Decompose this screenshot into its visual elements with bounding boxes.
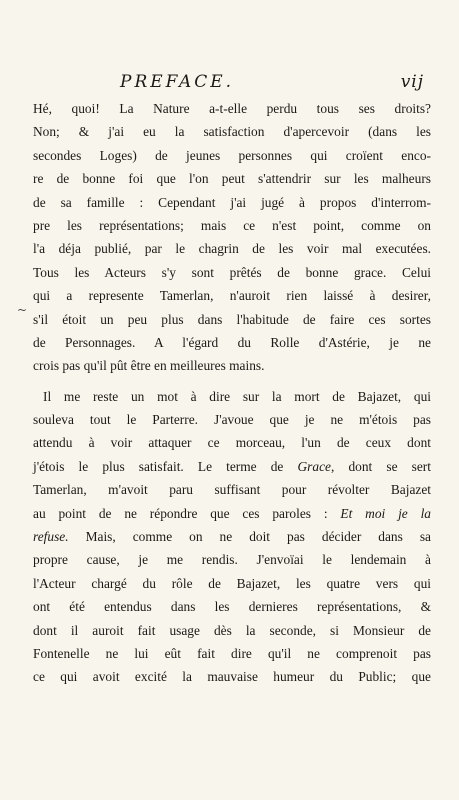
text-line: ce qui avoit excité la mauvaise humeur du Public; que	[33, 669, 431, 685]
text-line	[33, 455, 431, 478]
text-line: re de bonne foi que l'on peut s'attendrir sur les malheurs	[33, 171, 431, 187]
margin-mark: ~	[17, 303, 28, 317]
text-line: pre les représentations; mais ce n'est point, comme on	[33, 217, 431, 233]
italic-phrase: Et moi je la	[340, 505, 431, 521]
text-line: dont il auroit fait usage dès la seconde, si Monsieur de	[33, 622, 431, 638]
text-segment: Mais, comme on ne doit pas décider dans sa	[85, 529, 431, 545]
text-line: Fontenelle ne lui eût fait dire qu'il ne comprenoit pas	[33, 645, 431, 661]
text-line: l'a déja publié, par le chagrin de les voir mal executées.	[33, 241, 431, 257]
text-line: attendu à voir attaquer ce morceau, l'un de ceux dont	[33, 435, 431, 451]
text-segment: j'étois le plus satisfait. Le terme de	[33, 458, 284, 474]
running-head-title: PREFACE.	[120, 72, 235, 92]
italic-word: refuse.	[33, 529, 69, 545]
text-segment: au point de ne répondre que ces paroles :	[33, 505, 328, 521]
text-line: Hé, quoi! La Nature a-t-elle perdu tous ses droits?	[33, 101, 431, 116]
text-line: s'il étoit un peu plus dans l'habitude de faire ces sortes	[33, 311, 431, 327]
text-line: Tamerlan, m'avoit paru suffisant pour révolter Bajazet	[33, 482, 431, 498]
text-line: secondes Loges) de jeunes personnes qui croïent enco-	[33, 147, 431, 163]
text-line: ont été entendus dans les dernieres représentations, &	[33, 599, 431, 615]
page-number: vij	[400, 72, 424, 92]
text-line: Il me reste un mot à dire sur la mort de Bajazet, qui	[43, 388, 431, 404]
body-text	[33, 97, 431, 689]
text-line: propre cause, je me rendis. J'envoïai le lendemain à	[33, 552, 431, 568]
text-line	[33, 525, 431, 548]
text-line: Non; & j'ai eu la satisfaction d'apercevoir (dans les	[33, 124, 431, 140]
text-line: Tous les Acteurs s'y sont prêtés de bonne grace. Celui	[33, 264, 431, 280]
text-line: l'Acteur chargé du rôle de Bajazet, les quatre vers qui	[33, 575, 431, 591]
italic-word: Grace	[297, 458, 331, 474]
text-line: crois pas qu'il pût être en meilleures mains.	[33, 358, 265, 374]
text-line	[33, 502, 431, 525]
text-line: de Personnages. A l'égard du Rolle d'Astérie, je ne	[33, 334, 431, 350]
text-line: qui a represente Tamerlan, n'auroit rien laissé à desirer,	[33, 288, 431, 304]
paragraph-gap	[33, 378, 431, 385]
text-segment: , dont se sert	[330, 458, 431, 474]
text-line: souleva tout le Parterre. J'avoue que je ne m'étois pas	[33, 412, 431, 428]
text-line: de sa famille : Cependant j'ai jugé à propos d'interrom-	[33, 194, 431, 210]
running-head	[120, 72, 424, 92]
